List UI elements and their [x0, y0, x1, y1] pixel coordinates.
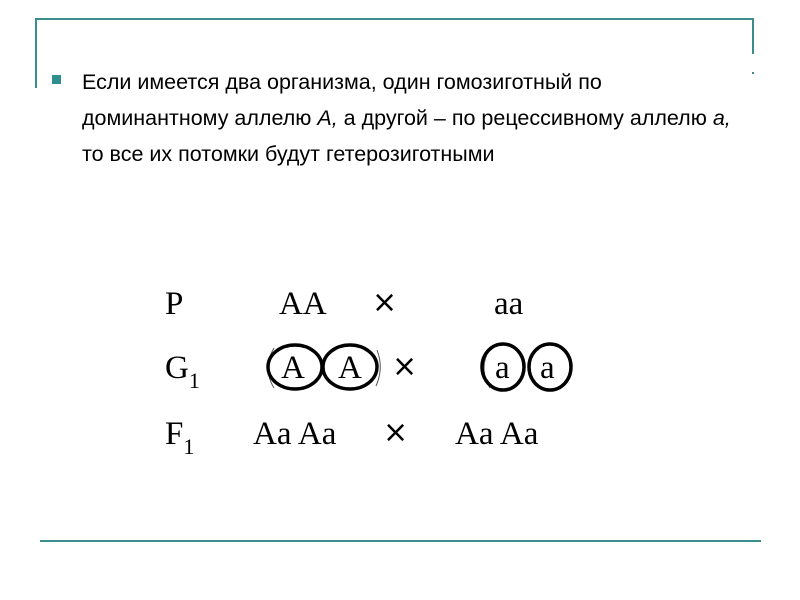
cross-row-g-times-icon: × — [392, 349, 418, 384]
gamete-4-circle — [529, 344, 571, 390]
cross-row-p-left: AA — [279, 286, 327, 322]
paragraph-part-3: то все их потомки будут гетерозиготными — [82, 142, 495, 166]
cross-row-p-times-icon: × — [372, 285, 398, 320]
gamete-4: a — [540, 350, 555, 386]
allele-recessive: а, — [712, 106, 731, 130]
cross-row-f-label: $F_1$ — [165, 416, 195, 459]
cross-row-g-label: $G_1$ — [165, 350, 200, 393]
gamete-3-circle — [482, 344, 524, 390]
cross-row-p-label: P — [165, 286, 184, 322]
allele-dominant: А, — [317, 106, 338, 130]
gamete-1-circle — [268, 345, 322, 389]
gamete-2-circle — [323, 345, 377, 389]
gamete-1: A — [281, 350, 305, 386]
gamete-2: A — [338, 350, 362, 386]
cross-row-p-right: aa — [494, 286, 524, 322]
gamete-3: a — [495, 350, 510, 386]
paragraph-part-2: а другой – по рецессивному аллелю — [337, 106, 713, 130]
cross-row-f-right: Aa Aa — [455, 416, 539, 452]
paragraph-part-1: Если имеется два организма, один гомозиготный по доминантному аллелю — [82, 70, 602, 130]
cross-row-f-left: Aa Aa — [253, 416, 337, 452]
cross-row-f-times-icon: × — [383, 415, 409, 450]
